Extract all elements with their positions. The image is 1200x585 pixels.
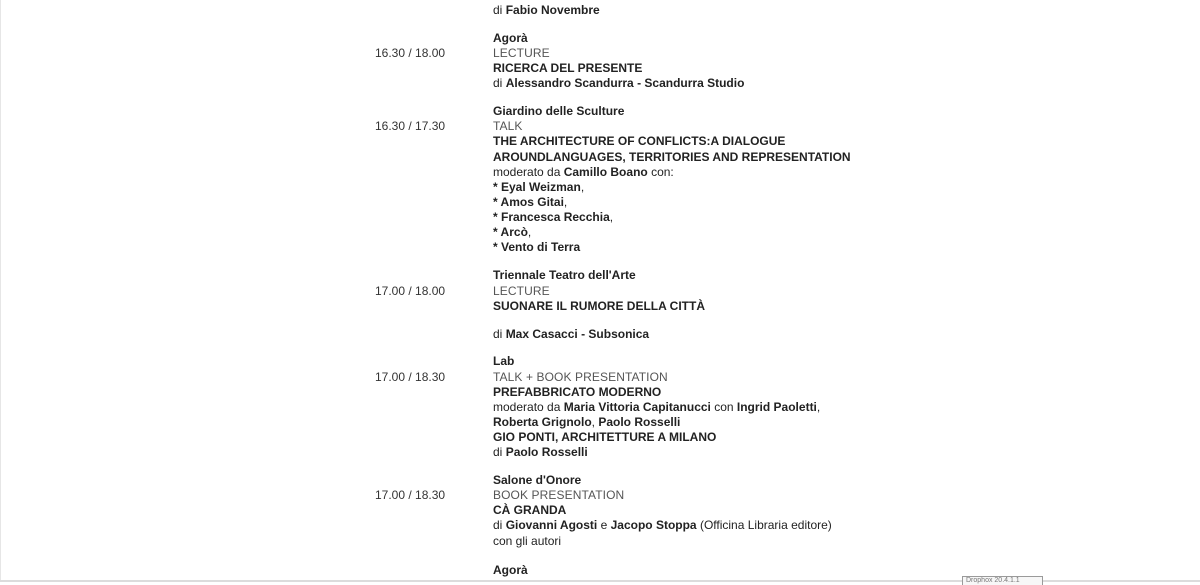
event-category: TALK + BOOK PRESENTATION — [493, 370, 668, 384]
schedule-line — [0, 76, 1200, 91]
plain-text: di — [493, 518, 506, 532]
schedule-line — [0, 150, 1200, 165]
bold-text: Max Casacci - Subsonica — [505, 327, 650, 341]
schedule-text — [493, 240, 580, 255]
schedule-line — [0, 119, 1200, 134]
event-time: 16.30 / 17.30 — [375, 119, 446, 133]
bold-text: * Eyal Weizman — [493, 180, 581, 194]
bold-text: Triennale Teatro dell'Arte — [493, 268, 636, 282]
bold-text: GIO PONTI, ARCHITETTURE A MILANO — [493, 430, 717, 444]
event-time: 17.00 / 18.30 — [375, 488, 446, 502]
plain-text: , — [580, 180, 585, 194]
schedule-line — [0, 415, 1200, 430]
schedule-text — [493, 327, 649, 342]
bold-text: Maria Vittoria Capitanucci — [563, 400, 711, 414]
schedule-text — [493, 61, 642, 76]
schedule-line — [0, 385, 1200, 400]
bold-text: Fabio Novembre — [505, 3, 600, 17]
event-category: BOOK PRESENTATION — [493, 488, 625, 502]
schedule-line — [0, 284, 1200, 299]
schedule-line — [0, 195, 1200, 210]
schedule-line — [0, 225, 1200, 240]
bold-text: * Francesca Recchia — [493, 210, 610, 224]
bold-text: Alessandro Scandurra - Scandurra Studio — [505, 76, 745, 90]
schedule-line — [0, 534, 1200, 549]
schedule-text — [493, 400, 820, 415]
bold-text: Giardino delle Sculture — [493, 104, 625, 118]
schedule-line — [0, 104, 1200, 119]
bold-text: AROUNDLANGUAGES, TERRITORIES AND REPRESENTATION — [493, 150, 851, 164]
plain-text: di — [493, 3, 506, 17]
schedule-text — [493, 76, 744, 91]
plain-text: e — [597, 518, 611, 532]
bold-text: Lab — [493, 354, 515, 368]
schedule-text — [493, 503, 566, 518]
event-category: LECTURE — [493, 46, 550, 60]
schedule-line — [0, 354, 1200, 369]
schedule-line — [0, 240, 1200, 255]
plain-text: , — [563, 195, 568, 209]
schedule-text — [493, 445, 588, 460]
schedule-text — [493, 46, 550, 61]
schedule-line — [0, 134, 1200, 149]
bold-text: * Arcò — [493, 225, 528, 239]
event-time: 17.00 / 18.30 — [375, 370, 446, 384]
schedule-text — [493, 415, 680, 430]
schedule-line — [0, 31, 1200, 46]
bold-text: SUONARE IL RUMORE DELLA CITTÀ — [493, 299, 705, 313]
schedule-text — [493, 370, 668, 385]
plain-text: di — [493, 327, 506, 341]
schedule-line — [0, 61, 1200, 76]
schedule-text — [493, 354, 514, 369]
bold-text: * Vento di Terra — [493, 240, 581, 254]
plain-text: , — [591, 415, 599, 429]
schedule-text — [493, 488, 624, 503]
schedule-text — [493, 430, 716, 445]
bold-text: RICERCA DEL PRESENTE — [493, 61, 643, 75]
schedule-text — [493, 119, 523, 134]
event-category: TALK — [493, 119, 523, 133]
bold-text: Giovanni Agosti — [505, 518, 598, 532]
event-time: 16.30 / 18.00 — [375, 46, 446, 60]
bold-text: CÀ GRANDA — [493, 503, 567, 517]
schedule-line — [0, 430, 1200, 445]
plain-text: con — [710, 400, 737, 414]
bold-text: Salone d'Onore — [493, 473, 582, 487]
schedule-line — [0, 3, 1200, 18]
viewer-version-badge: Drophox 20.4.1.1 — [962, 576, 1043, 585]
event-category: LECTURE — [493, 284, 550, 298]
schedule-text — [493, 210, 613, 225]
schedule-line — [0, 165, 1200, 180]
schedule-line — [0, 488, 1200, 503]
schedule-line — [0, 445, 1200, 460]
bold-text: PREFABBRICATO MODERNO — [493, 385, 662, 399]
plain-text: con: — [647, 165, 674, 179]
schedule-text — [493, 150, 851, 165]
schedule-text — [493, 284, 550, 299]
bold-text: Agorà — [493, 563, 528, 577]
schedule-text — [493, 195, 567, 210]
schedule-text — [493, 134, 785, 149]
schedule-text — [493, 268, 636, 283]
plain-text: (Officina Libraria editore) — [696, 518, 832, 532]
bold-text: Camillo Boano — [563, 165, 648, 179]
plain-text: , — [816, 400, 821, 414]
bold-text: THE ARCHITECTURE OF CONFLICTS:A DIALOGUE — [493, 134, 786, 148]
schedule-line — [0, 180, 1200, 195]
schedule-line — [0, 299, 1200, 314]
schedule-text — [493, 534, 561, 549]
schedule-line — [0, 46, 1200, 61]
plain-text: con gli autori — [493, 534, 562, 548]
schedule-text — [493, 225, 531, 240]
bold-text: Roberta Grignolo — [493, 415, 592, 429]
schedule-text — [493, 473, 581, 488]
bold-text: * Amos Gitai — [493, 195, 564, 209]
event-time: 17.00 / 18.00 — [375, 284, 446, 298]
schedule-line — [0, 503, 1200, 518]
bold-text: Paolo Rosselli — [505, 445, 588, 459]
schedule-text — [493, 104, 624, 119]
schedule-line — [0, 400, 1200, 415]
schedule-text — [493, 563, 528, 578]
plain-text: moderato da — [493, 400, 564, 414]
plain-text: moderato da — [493, 165, 564, 179]
schedule-text — [493, 3, 600, 18]
schedule-line — [0, 210, 1200, 225]
schedule-line — [0, 370, 1200, 385]
schedule-text — [493, 299, 705, 314]
schedule-text — [493, 518, 832, 533]
schedule-text — [493, 180, 584, 195]
schedule-text — [493, 165, 674, 180]
schedule-line — [0, 518, 1200, 533]
bold-text: Paolo Rosselli — [598, 415, 681, 429]
plain-text: , — [527, 225, 532, 239]
bold-text: Ingrid Paoletti — [736, 400, 817, 414]
plain-text: di — [493, 76, 506, 90]
schedule-text — [493, 385, 661, 400]
schedule-line — [0, 268, 1200, 283]
plain-text: , — [609, 210, 614, 224]
plain-text: di — [493, 445, 506, 459]
schedule-line — [0, 473, 1200, 488]
bold-text: Jacopo Stoppa — [610, 518, 697, 532]
schedule-line — [0, 327, 1200, 342]
schedule-text — [493, 31, 528, 46]
bold-text: Agorà — [493, 31, 528, 45]
